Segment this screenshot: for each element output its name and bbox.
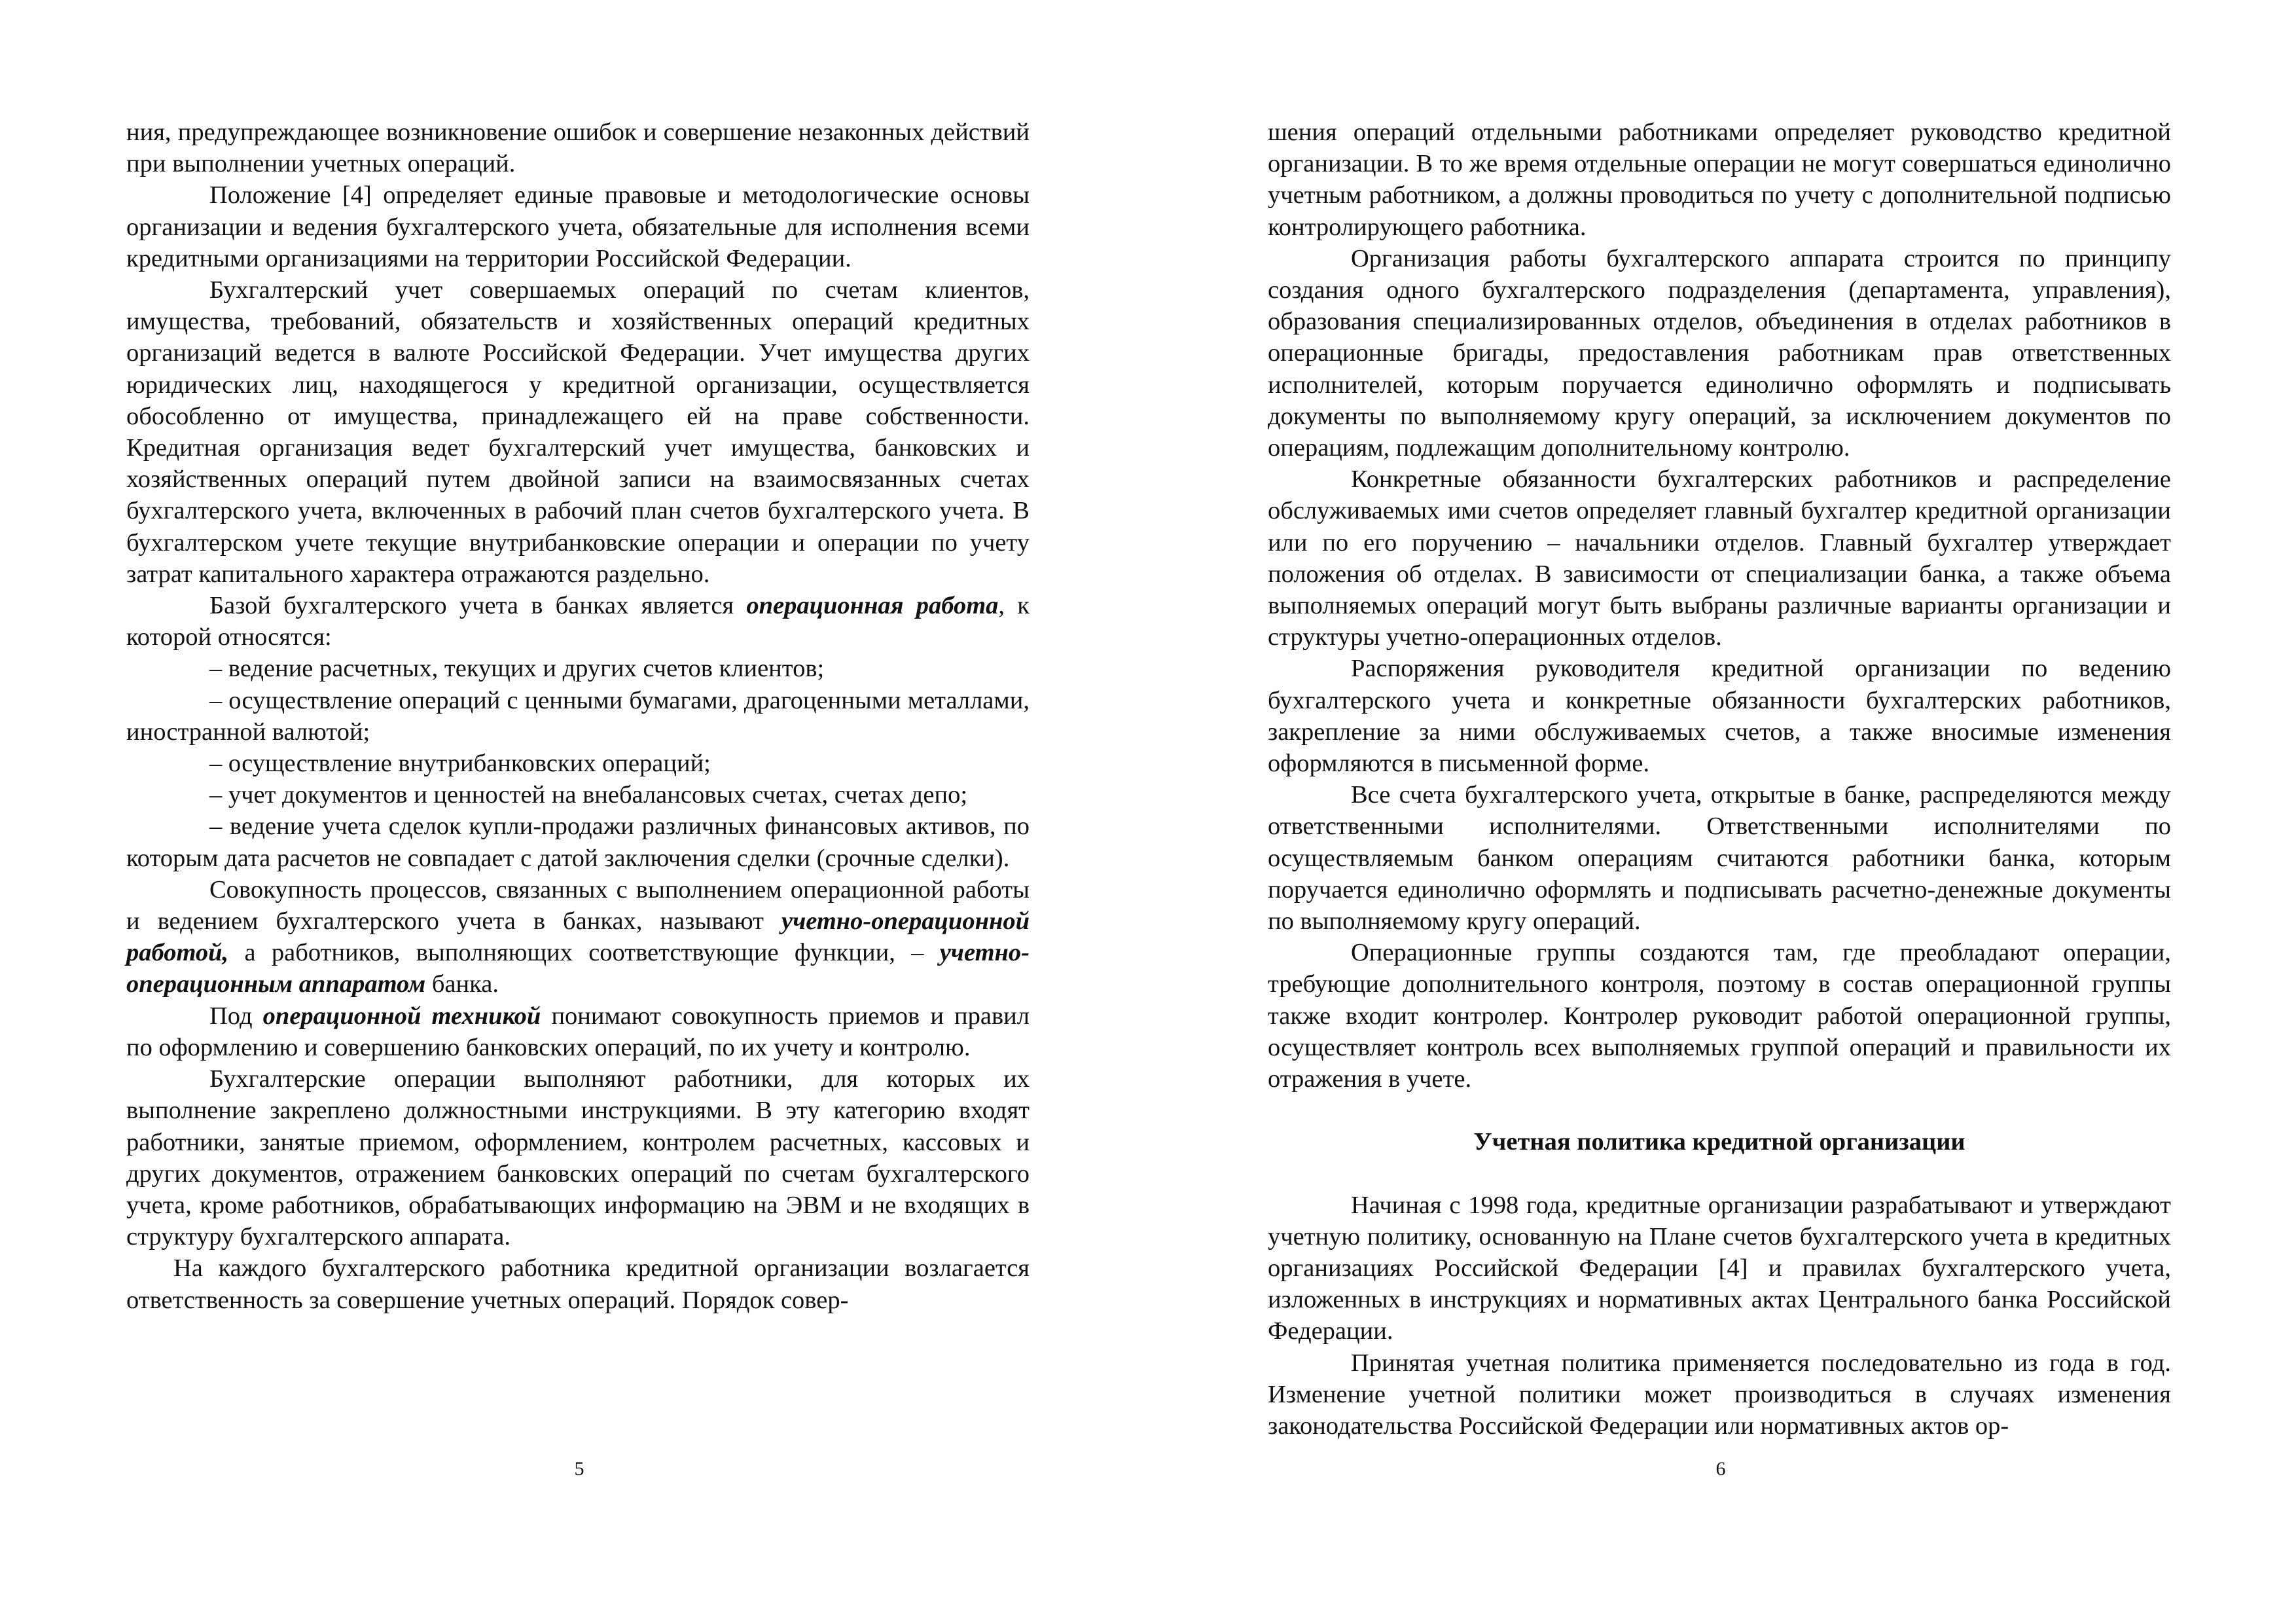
emphasis-term: операционной техникой xyxy=(262,1002,541,1030)
paragraph: шения операций отдельными работниками определяет руководство кредитной организации. В то же время отдельные операции не могут совершаться единолично учетным работником, а должны проводиться по учету с дополнительной подписью контролирующего работника. xyxy=(1268,119,2171,241)
right-page xyxy=(1268,117,2171,1442)
paragraph: Операционные группы создаются там, где преобладают операции, требующие дополнительного контроля, поэтому в состав операционной группы также входит контролер. Контролер руководит работой операционной группы, осуществляет контроль всех выполняемых группой операций и правильности их отражения в учете. xyxy=(1268,939,2171,1093)
text-run: банка. xyxy=(425,970,499,998)
list-item: – ведение расчетных, текущих и других счетов клиентов; xyxy=(209,655,825,683)
page-number: 6 xyxy=(1715,1458,1726,1480)
text-run: понимают совокупность приемов и правил по оформлению и совершению банковских операций, по их учету и контролю. xyxy=(126,1002,1030,1061)
list-item: – осуществление внутрибанковских операций; xyxy=(209,750,711,778)
paragraph: Бухгалтерские операции выполняют работники, для которых их выполнение закреплено должностными инструкциями. В эту категорию входят работники, занятые приемом, оформлением, контролем расчетных, кассовых и других документов, отражением банковских операций по счетам бухгалтерского учета, кроме работников, обрабатывающих информацию на ЭВМ и не входящих в структуру бухгалтерского аппарата. xyxy=(126,1065,1030,1251)
section-heading: Учетная политика кредитной организации xyxy=(1473,1128,1965,1156)
paragraph: Организация работы бухгалтерского аппарата строится по принципу создания одного бухгалтерского подразделения (департамента, управления), образования специализированных отделов, объединения в отделах работников в операционные бригады, предоставления работникам прав ответственных исполнителей, которым поручается единолично оформлять и подписывать документы по выполняемому кругу операций, за исключением документов по операциям, подлежащим дополнительному контролю. xyxy=(1268,244,2171,462)
paragraph: Положение [4] определяет единые правовые и методологические основы организации и ведения бухгалтерского учета, обязательные для исполнения всеми кредитными организациями на территории Российской Федерации. xyxy=(126,181,1030,272)
paragraph: Распоряжения руководителя кредитной организации по ведению бухгалтерского учета и конкретные обязанности бухгалтерских работников, закрепление за ними обслуживаемых счетов, а также вносимые изменения оформляются в письменной форме. xyxy=(1268,655,2171,778)
paragraph: ния, предупреждающее возникновение ошибок и совершение незаконных действий при выполнении учетных операций. xyxy=(126,119,1030,178)
paragraph xyxy=(126,874,1030,1000)
text-run: , к которой относятся: xyxy=(126,592,1030,651)
paragraph xyxy=(126,1000,1030,1063)
emphasis-term: учетно-операционным аппаратом xyxy=(126,939,1030,998)
paragraph: Начиная с 1998 года, кредитные организации разрабатывают и утверждают учетную политику, основанную на Плане счетов бухгалтерского учета в кредитных организациях Российской Федерации [4] и правилах бухгалтерского учета, изложенных в инструкциях и нормативных актах Центрального банка Российской Федерации. xyxy=(1268,1191,2171,1345)
list-item: – учет документов и ценностей на внебалансовых счетах, счетах депо; xyxy=(209,781,968,809)
text-run: Под xyxy=(209,1002,263,1030)
text-run: а работников, выполняющих соответствующие функции, – xyxy=(228,939,940,967)
page-number: 5 xyxy=(574,1458,584,1480)
paragraph: Конкретные обязанности бухгалтерских работников и распределение обслуживаемых ими счетов определяет главный бухгалтер кредитной организации или по его поручению – начальники отделов. Главный бухгалтер утверждает положения об отделах. В зависимости от специализации банка, а также объема выполняемых операций могут быть выбраны различные варианты организации и структуры учетно-операционных отделов. xyxy=(1268,465,2171,651)
paragraph: На каждого бухгалтерского работника кредитной организации возлагается ответственность за совершение учетных операций. Порядок совер- xyxy=(126,1254,1030,1314)
paragraph xyxy=(126,590,1030,653)
text-run: Базой бухгалтерского учета в банках является xyxy=(209,592,747,620)
list-item: – ведение учета сделок купли-продажи различных финансовых активов, по которым дата расчетов не совпадает с датой заключения сделки (срочные сделки). xyxy=(126,812,1030,872)
emphasis-term: операционная работа xyxy=(746,592,999,620)
left-page xyxy=(126,117,1030,1316)
paragraph: Принятая учетная политика применяется последовательно из года в год. Изменение учетной политики может производиться в случаях изменения законодательства Российской Федерации или нормативных актов ор- xyxy=(1268,1349,2171,1440)
list-item: – осуществление операций с ценными бумагами, драгоценными металлами, иностранной валютой; xyxy=(126,686,1030,746)
paragraph: Все счета бухгалтерского учета, открытые в банке, распределяются между ответственными исполнителями. Ответственными исполнителями по осуществляемым банком операциям считаются работники банка, которым поручается единолично оформлять и подписывать расчетно-денежные документы по выполняемому кругу операций. xyxy=(1268,781,2171,936)
text-run: Совокупность процессов, связанных с выполнением операционной работы и ведением бухгалтерского учета в банках, называют xyxy=(126,875,1030,936)
emphasis-term: учетно-операционной работой, xyxy=(126,907,1030,967)
paragraph: Бухгалтерский учет совершаемых операций по счетам клиентов, имущества, требований, обязательств и хозяйственных операций кредитных организаций ведется в валюте Российской Федерации. Учет имущества других юридических лиц, находящегося у кредитной организации, осуществляется обособленно от имущества, принадлежащего ей на праве собственности. Кредитная организация ведет бухгалтерский учет имущества, банковских и хозяйственных операций путем двойной записи на взаимосвязанных счетах бухгалтерского учета, включенных в рабочий план счетов бухгалтерского учета. В бухгалтерском учете текущие внутрибанковские операции и операции по учету затрат капитального характера отражаются раздельно. xyxy=(126,276,1030,588)
